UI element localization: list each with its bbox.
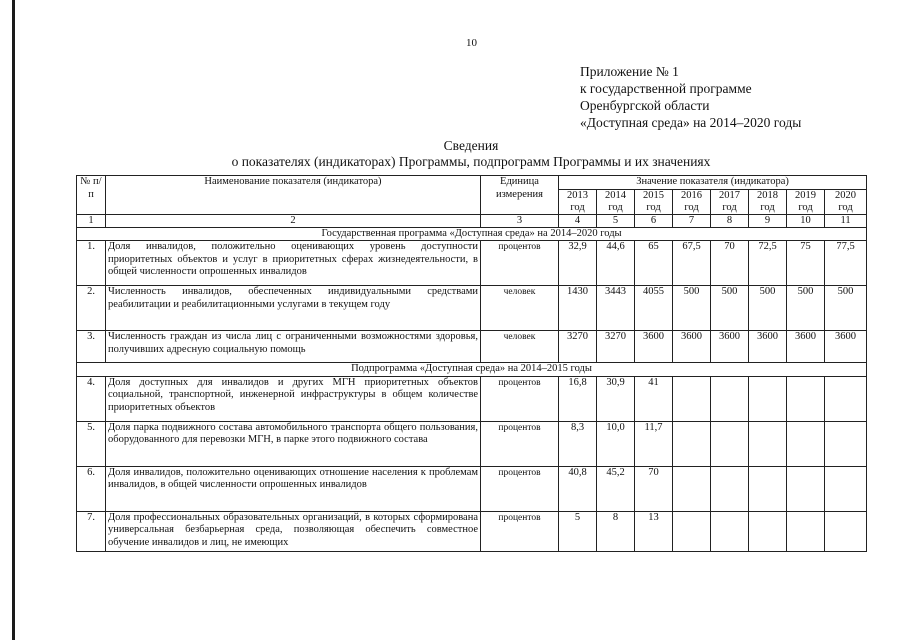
- column-index: 5: [597, 214, 635, 227]
- indicator-value: [673, 466, 711, 511]
- header-num: № п/п: [77, 176, 106, 215]
- table-row: [77, 466, 867, 511]
- indicator-value: 70: [711, 241, 749, 286]
- indicator-value: 1430: [559, 286, 597, 331]
- section-title: Государственная программа «Доступная среда» на 2014–2020 годы: [77, 227, 867, 241]
- section-title: Подпрограмма «Доступная среда» на 2014–2015 годы: [77, 363, 867, 377]
- column-index: 11: [825, 214, 867, 227]
- header-year: 2018 год: [749, 189, 787, 214]
- indicator-value: 75: [787, 241, 825, 286]
- indicator-value: [711, 421, 749, 466]
- header-year: 2020 год: [825, 189, 867, 214]
- indicator-value: [711, 511, 749, 551]
- indicator-value: 3600: [749, 331, 787, 363]
- indicator-value: 3443: [597, 286, 635, 331]
- indicator-value: [749, 421, 787, 466]
- indicator-value: 65: [635, 241, 673, 286]
- column-index: 6: [635, 214, 673, 227]
- indicator-value: 30,9: [597, 376, 635, 421]
- indicator-value: 44,6: [597, 241, 635, 286]
- column-index: 4: [559, 214, 597, 227]
- appendix-line: «Доступная среда» на 2014–2020 годы: [580, 115, 802, 130]
- row-number: 2.: [77, 286, 106, 331]
- header-year: 2013 год: [559, 189, 597, 214]
- indicator-value: 500: [673, 286, 711, 331]
- header-name: Наименование показателя (индикатора): [106, 176, 481, 215]
- appendix-block: [580, 63, 801, 131]
- header-row: [77, 176, 867, 190]
- header-year: 2017 год: [711, 189, 749, 214]
- appendix-line: Приложение № 1: [580, 64, 679, 79]
- page-number: 10: [466, 37, 477, 49]
- indicator-value: 3270: [597, 331, 635, 363]
- section-row: [77, 227, 867, 241]
- header-year: 2016 год: [673, 189, 711, 214]
- unit-of-measure: человек: [481, 331, 559, 363]
- indicator-value: 4055: [635, 286, 673, 331]
- indicator-value: 500: [711, 286, 749, 331]
- unit-of-measure: процентов: [481, 466, 559, 511]
- table-row: [77, 241, 867, 286]
- unit-of-measure: процентов: [481, 511, 559, 551]
- unit-of-measure: процентов: [481, 241, 559, 286]
- column-index: 8: [711, 214, 749, 227]
- indicator-value: [673, 376, 711, 421]
- indicator-value: 3600: [635, 331, 673, 363]
- table-row: [77, 331, 867, 363]
- indicator-value: 3600: [673, 331, 711, 363]
- row-number: 7.: [77, 511, 106, 551]
- indicator-value: 10,0: [597, 421, 635, 466]
- indicator-value: 70: [635, 466, 673, 511]
- indicator-value: [749, 511, 787, 551]
- indicator-name: Доля доступных для инвалидов и других МГН приоритетных объектов социальной, транспортной, инженерной инфраструктуры в общем количестве приоритетных объектов: [106, 376, 481, 421]
- header-year: 2014 год: [597, 189, 635, 214]
- indicator-value: [787, 376, 825, 421]
- unit-of-measure: человек: [481, 286, 559, 331]
- indicators-table: [76, 175, 867, 552]
- row-number: 1.: [77, 241, 106, 286]
- header-value: Значение показателя (индикатора): [559, 176, 867, 190]
- indicator-value: 72,5: [749, 241, 787, 286]
- indicator-value: [749, 466, 787, 511]
- column-index: 9: [749, 214, 787, 227]
- indicator-value: 67,5: [673, 241, 711, 286]
- indicator-name: Доля инвалидов, положительно оценивающих отношение населения к проблемам инвалидов, в общей численности опрошенных инвалидов: [106, 466, 481, 511]
- row-number: 3.: [77, 331, 106, 363]
- indicator-name: Численность инвалидов, обеспеченных индивидуальными средствами реабилитации и реабилитационными услугами в текущем году: [106, 286, 481, 331]
- appendix-line: к государственной программе: [580, 81, 752, 96]
- column-index: 10: [787, 214, 825, 227]
- indicator-value: 8,3: [559, 421, 597, 466]
- indicator-value: [825, 421, 867, 466]
- header-unit: Единица измерения: [481, 176, 559, 215]
- row-number: 6.: [77, 466, 106, 511]
- header-year: 2019 год: [787, 189, 825, 214]
- table-row: [77, 421, 867, 466]
- table-row: [77, 376, 867, 421]
- unit-of-measure: процентов: [481, 376, 559, 421]
- indicator-value: 40,8: [559, 466, 597, 511]
- indicator-value: [825, 466, 867, 511]
- indicator-value: 5: [559, 511, 597, 551]
- column-index: 2: [106, 214, 481, 227]
- section-row: [77, 363, 867, 377]
- indicator-value: 3270: [559, 331, 597, 363]
- indicator-value: [711, 376, 749, 421]
- indicator-value: 500: [787, 286, 825, 331]
- indicator-value: 77,5: [825, 241, 867, 286]
- indicator-value: 500: [749, 286, 787, 331]
- indicator-name: Доля парка подвижного состава автомобильного транспорта общего пользования, оборудованного для перевозки МГН, в парке этого подвижного состава: [106, 421, 481, 466]
- indicator-value: [673, 421, 711, 466]
- column-index: 7: [673, 214, 711, 227]
- indicator-value: 13: [635, 511, 673, 551]
- indicator-value: 8: [597, 511, 635, 551]
- row-number: 4.: [77, 376, 106, 421]
- indicator-value: [787, 511, 825, 551]
- indicator-value: [825, 511, 867, 551]
- appendix-line: Оренбургской области: [580, 98, 710, 113]
- indicator-value: 11,7: [635, 421, 673, 466]
- indicator-value: 3600: [711, 331, 749, 363]
- indicator-value: 41: [635, 376, 673, 421]
- indicator-value: 16,8: [559, 376, 597, 421]
- indicator-value: [825, 376, 867, 421]
- indicator-name: Численность граждан из числа лиц с ограниченными возможностями здоровья, получивших адресную социальную помощь: [106, 331, 481, 363]
- column-index: 3: [481, 214, 559, 227]
- indicator-value: [787, 421, 825, 466]
- row-number: 5.: [77, 421, 106, 466]
- indicator-value: 3600: [787, 331, 825, 363]
- document-subtitle: о показателях (индикаторах) Программы, подпрограмм Программы и их значениях: [231, 154, 711, 169]
- column-index: 1: [77, 214, 106, 227]
- header-year: 2015 год: [635, 189, 673, 214]
- table-row: [77, 511, 867, 551]
- indicator-value: [711, 466, 749, 511]
- indicator-value: 3600: [825, 331, 867, 363]
- indicator-value: [749, 376, 787, 421]
- column-index-row: [77, 214, 867, 227]
- indicator-value: 32,9: [559, 241, 597, 286]
- indicator-value: 500: [825, 286, 867, 331]
- binding-line: [12, 0, 15, 640]
- unit-of-measure: процентов: [481, 421, 559, 466]
- document-title: Сведения: [443, 138, 499, 153]
- indicator-value: [673, 511, 711, 551]
- indicator-name: Доля инвалидов, положительно оценивающих уровень доступности приоритетных объектов и услуг в приоритетных сферах жизнедеятельности, в общей численности опрошенных инвалидов: [106, 241, 481, 286]
- indicator-name: Доля профессиональных образовательных организаций, в которых сформирована универсальная безбарьерная среда, позволяющая обеспечить совместное обучение инвалидов и лиц, не имеющих: [106, 511, 481, 551]
- indicator-value: [787, 466, 825, 511]
- table-row: [77, 286, 867, 331]
- indicator-value: 45,2: [597, 466, 635, 511]
